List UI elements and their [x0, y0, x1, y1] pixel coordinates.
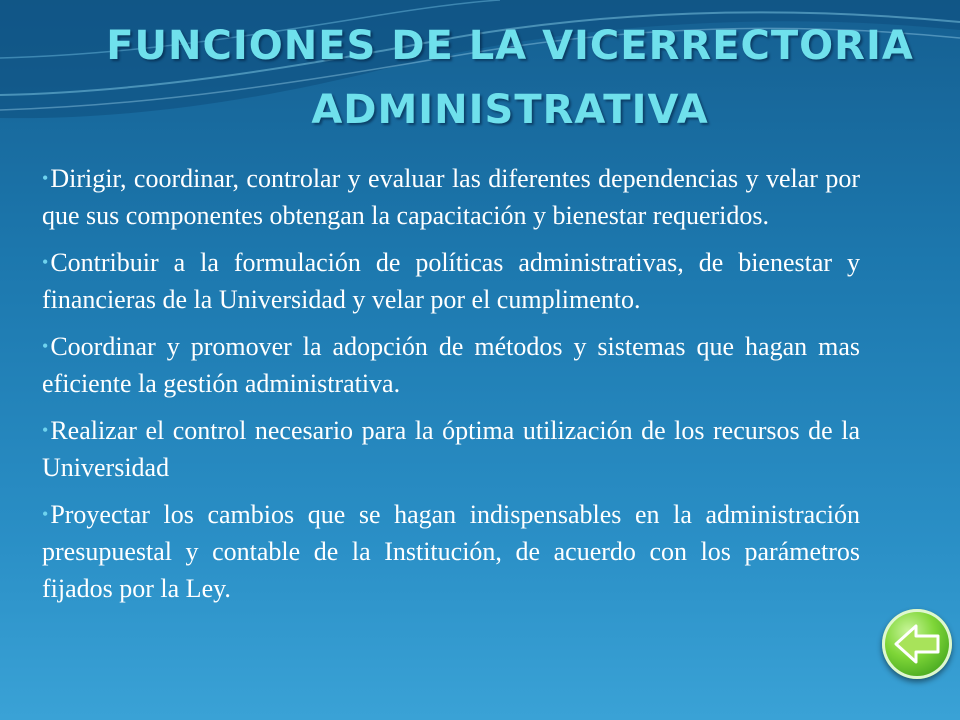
back-arrow-icon [882, 609, 952, 679]
bullet-text: Proyectar los cambios que se hagan indispensables en la administración presupuestal y contable de la Institución, de acuerdo con los parámetros fijados por la Ley. [42, 500, 860, 603]
bullet-text: Realizar el control necesario para la óptima utilización de los recursos de la Universidad [42, 416, 860, 482]
list-item [42, 412, 860, 486]
bullet-list [42, 160, 860, 617]
bullet-text: Coordinar y promover la adopción de métodos y sistemas que hagan mas eficiente la gestión administrativa. [42, 332, 860, 398]
list-item [42, 496, 860, 607]
slide-title: FUNCIONES DE LA VICERRECTORIA ADMINISTRATIVA [106, 23, 914, 133]
bullet-dot: • [42, 252, 49, 272]
bullet-dot: • [42, 504, 49, 524]
bullet-text: Dirigir, coordinar, controlar y evaluar las diferentes dependencias y velar por que sus componentes obtengan la capacitación y bienestar requeridos. [42, 164, 860, 230]
bullet-dot: • [42, 168, 49, 188]
bullet-dot: • [42, 420, 49, 440]
list-item [42, 244, 860, 318]
list-item [42, 328, 860, 402]
bullet-text: Contribuir a la formulación de políticas administrativas, de bienestar y financieras de la Universidad y velar por el cumplimento. [42, 248, 860, 314]
list-item [42, 160, 860, 234]
back-button[interactable] [882, 609, 952, 679]
bullet-dot: • [42, 336, 49, 356]
